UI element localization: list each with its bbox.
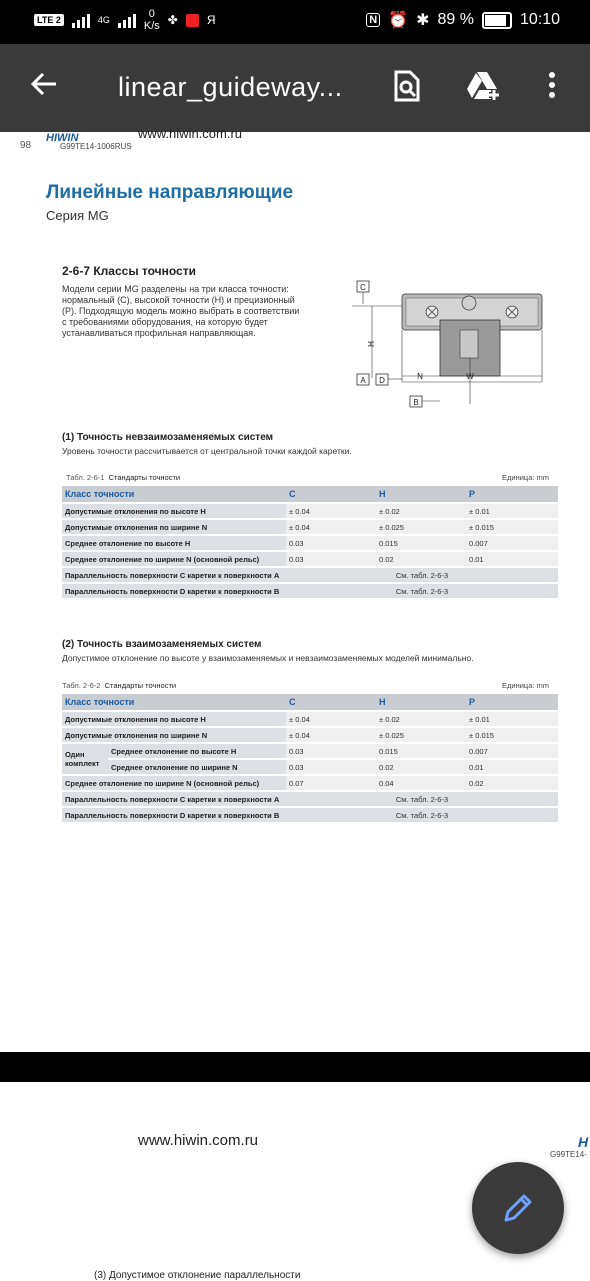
subsection-1-desc: Уровень точности рассчитывается от центральной точки каждой каретки. [62, 446, 352, 456]
document-title: linear_guideway... [118, 72, 343, 102]
pdf-page [0, 126, 590, 1052]
section-title: 2-6-7 Классы точности [62, 264, 196, 278]
value-cell: ± 0.015 [466, 520, 558, 534]
row-label: Среднее отклонение по высоте H [62, 536, 286, 550]
value-cell: 0.01 [466, 552, 558, 566]
value-cell: ± 0.01 [466, 504, 558, 518]
table-row [62, 760, 558, 774]
table-row [62, 568, 558, 582]
header-cell: H [376, 486, 466, 502]
more-vert-icon[interactable] [546, 70, 558, 109]
row-label: Среднее отклонение по ширине N (основной рельс) [62, 776, 286, 790]
table-2-unit: Единица: mm [502, 681, 550, 690]
row-label: Допустимые отклонения по ширине N [62, 728, 286, 742]
table-header-row [62, 486, 558, 502]
value-cell: ± 0.04 [286, 504, 376, 518]
battery-percent: 89 % [437, 11, 474, 28]
value-cell: ± 0.01 [466, 712, 558, 726]
section-text: Модели серии MG разделены на три класса точности: нормальный (C), высокой точности (H) и прецизионный (P). Подходящую модель можно выбрать в соответствии с требованиями оборудования, на которую будет устанавливаться профильная направляющая. [62, 284, 300, 338]
table-row [62, 552, 558, 566]
clock: 10:10 [519, 11, 560, 28]
table-1-unit: Единица: mm [502, 473, 550, 482]
battery-icon [482, 12, 512, 29]
value-cell: 0.03 [286, 552, 376, 566]
guideway-diagram [352, 278, 552, 428]
row-label: Параллельность поверхности C каретки к поверхности A [62, 792, 286, 806]
label-b: B [413, 398, 419, 407]
header-cell: C [286, 694, 376, 710]
accuracy-table-1 [62, 484, 558, 600]
value-cell: 0.01 [466, 760, 558, 774]
page2-url: www.hiwin.com.ru [138, 1132, 259, 1149]
value-cell: 0.04 [376, 776, 466, 790]
table-row [62, 776, 558, 790]
header-cell: C [286, 486, 376, 502]
status-bar [0, 0, 590, 44]
alarm-icon: ⏰ [388, 12, 409, 29]
value-cell: 0.07 [286, 776, 376, 790]
value-cell: ± 0.025 [376, 728, 466, 742]
label-n: N [417, 372, 423, 381]
table-1-caption: Табл. 2-6-1 Стандарты точности [66, 473, 181, 482]
table-row [62, 712, 558, 726]
page-heading: Линейные направляющие [46, 182, 294, 203]
pinwheel-icon: ✤ [167, 13, 178, 27]
carrier-icon: Я [206, 13, 216, 27]
group-label: Один комплект [62, 744, 108, 774]
page-subheading: Серия MG [46, 208, 109, 223]
value-cell: 0.015 [376, 536, 466, 550]
lte-badge: LTE 2 [34, 14, 64, 26]
value-cell: 0.007 [466, 744, 558, 758]
value-cell: См. табл. 2-6-3 [286, 808, 558, 822]
row-label: Допустимые отклонения по высоте H [62, 504, 286, 518]
row-label: Параллельность поверхности C каретки к поверхности A [62, 568, 286, 582]
header-cell: H [376, 694, 466, 710]
value-cell: См. табл. 2-6-3 [286, 568, 558, 582]
label-d: D [379, 376, 385, 385]
header-cell: P [466, 486, 558, 502]
header-cell: P [466, 694, 558, 710]
subsection-2-title: (2) Точность взаимозаменяемых систем [62, 639, 262, 650]
google-drive-add-icon[interactable] [466, 70, 502, 109]
table-row [62, 792, 558, 806]
table-row [62, 520, 558, 534]
page2-logo: H [578, 1134, 589, 1150]
header-url: www.hiwin.com.ru [138, 126, 243, 141]
subsection-1-title: (1) Точность невзаимозаменяемых систем [62, 432, 274, 443]
page-number: 98 [20, 140, 32, 151]
label-c: C [360, 283, 366, 292]
value-cell: ± 0.04 [286, 728, 376, 742]
label-a: A [360, 376, 366, 385]
value-cell: 0.02 [376, 760, 466, 774]
header-cell: Класс точности [62, 694, 286, 710]
network-gen: 4G [97, 15, 110, 25]
table-row [62, 584, 558, 598]
arrow-left-icon[interactable] [30, 70, 58, 104]
table-row [62, 504, 558, 518]
row-label: Среднее отклонение по ширине N [108, 760, 286, 774]
value-cell: 0.02 [376, 552, 466, 566]
value-cell: ± 0.025 [376, 520, 466, 534]
edit-fab[interactable] [472, 1162, 564, 1254]
value-cell: ± 0.04 [286, 712, 376, 726]
value-cell: ± 0.015 [466, 728, 558, 742]
page-gap [0, 1052, 590, 1082]
value-cell: 0.015 [376, 744, 466, 758]
table-row [62, 744, 558, 758]
table-header-row [62, 694, 558, 710]
hiwin-logo: HIWIN [46, 132, 79, 144]
value-cell: ± 0.04 [286, 520, 376, 534]
signal-icon [72, 12, 90, 28]
value-cell: ± 0.02 [376, 504, 466, 518]
app-notification-icon [186, 14, 199, 27]
row-label: Параллельность поверхности D каретки к поверхности B [62, 808, 286, 822]
row-label: Допустимые отклонения по ширине N [62, 520, 286, 534]
header-cell: Класс точности [62, 486, 286, 502]
doc-code: G99TE14-1006RUS [60, 142, 132, 151]
row-label: Среднее отклонение по ширине N (основной рельс) [62, 552, 286, 566]
search-in-document-icon[interactable] [392, 70, 422, 109]
app-toolbar [0, 44, 590, 132]
page2-code: G99TE14- [550, 1150, 587, 1159]
row-label: Допустимые отклонения по высоте H [62, 712, 286, 726]
value-cell: 0.03 [286, 760, 376, 774]
row-label: Среднее отклонение по высоте H [108, 744, 286, 758]
page2-next-heading: (3) Допустимое отклонение параллельности [94, 1270, 301, 1281]
label-w: W [466, 372, 474, 381]
signal-icon-2 [118, 12, 136, 28]
value-cell: См. табл. 2-6-3 [286, 584, 558, 598]
table-2-caption: Табл. 2-6-2 Стандарты точности [62, 681, 177, 690]
table-row [62, 536, 558, 550]
accuracy-table-2 [62, 692, 558, 824]
table-row [62, 808, 558, 822]
value-cell: 0.007 [466, 536, 558, 550]
value-cell: ± 0.02 [376, 712, 466, 726]
value-cell: 0.02 [466, 776, 558, 790]
label-h: H [367, 341, 376, 347]
nfc-icon: N [366, 13, 380, 27]
subsection-2-desc: Допустимое отклонение по высоте у взаимозаменяемых и невзаимозаменяемых моделей минимально. [62, 653, 474, 663]
edit-pencil-icon [500, 1190, 536, 1226]
bluetooth-icon: ✱ [416, 12, 430, 29]
table-row [62, 728, 558, 742]
value-cell: 0.03 [286, 536, 376, 550]
network-speed: 0 K/s [143, 8, 160, 32]
value-cell: 0.03 [286, 744, 376, 758]
value-cell: См. табл. 2-6-3 [286, 792, 558, 806]
row-label: Параллельность поверхности D каретки к поверхности B [62, 584, 286, 598]
